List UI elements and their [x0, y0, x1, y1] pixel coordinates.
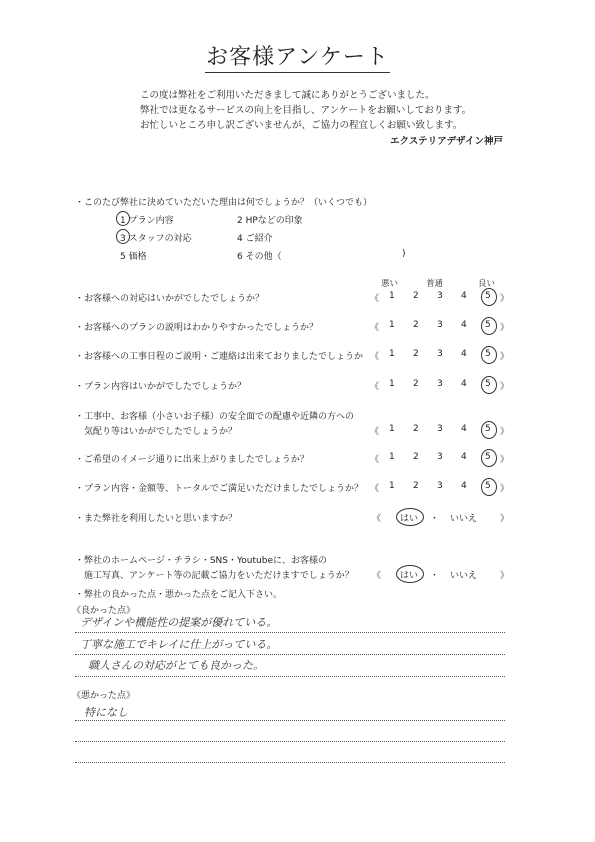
rating-question-cont: 気配り等はいかがでしたでしょうか？: [75, 427, 238, 437]
rating-option[interactable]: 2: [413, 424, 419, 434]
rating-option[interactable]: 2: [413, 452, 419, 462]
rating-option[interactable]: 4: [461, 379, 467, 389]
rating-option[interactable]: 1: [389, 424, 395, 434]
rating-question: ・ご希望のイメージ通りに出来上がりましたでしょうか？: [75, 455, 309, 465]
write-line: [75, 632, 505, 633]
rating-option[interactable]: 2: [413, 481, 419, 491]
rating-option[interactable]: 2: [413, 379, 419, 389]
rating-option[interactable]: 3: [437, 481, 443, 491]
scale-open: 《: [370, 323, 380, 333]
reason-other-close: ): [402, 249, 406, 259]
rating-option[interactable]: 4: [461, 424, 467, 434]
rating-option[interactable]: 5: [485, 320, 491, 330]
intro-line: 弊社では更なるサービスの向上を目指し、アンケートをお願いしております。: [140, 105, 472, 116]
selected-mark: [396, 508, 424, 526]
scale-open: 《: [370, 455, 380, 465]
rating-option[interactable]: 5: [485, 452, 491, 462]
rating-option[interactable]: 2: [413, 320, 419, 330]
company-name: エクステリアデザイン神戸: [389, 136, 503, 147]
rating-option[interactable]: 5: [485, 379, 491, 389]
rating-option[interactable]: 4: [461, 320, 467, 330]
scale-open: 《: [370, 294, 380, 304]
rating-option[interactable]: 4: [461, 452, 467, 462]
rating-option[interactable]: 4: [461, 481, 467, 491]
rating-option[interactable]: 5: [485, 291, 491, 301]
rating-option[interactable]: 5: [485, 424, 491, 434]
selected-mark: [481, 478, 497, 496]
rating-option[interactable]: 1: [389, 481, 395, 491]
rating-question: ・プラン内容・金額等、トータルでご満足いただけましたでしょうか？: [75, 484, 364, 494]
scale-open: 《: [370, 382, 380, 392]
rating-option[interactable]: 1: [389, 291, 395, 301]
rating-option[interactable]: 2: [413, 349, 419, 359]
rating-option[interactable]: 3: [437, 320, 443, 330]
selected-mark: [481, 346, 497, 364]
bad-points-label: 《悪かった点》: [72, 691, 136, 701]
scale-close: 》: [500, 427, 510, 437]
rating-option[interactable]: 3: [437, 424, 443, 434]
yesno-question: ・また弊社を利用したいと思いますか？: [75, 514, 238, 524]
scale-close: 》: [500, 571, 510, 581]
scale-open: 《: [370, 427, 380, 437]
bad-point-line[interactable]: 特になし: [84, 706, 128, 719]
rating-question: ・お客様への工事日程のご説明・ご連絡は出来ておりましたでしょうか: [75, 352, 364, 362]
intro-line: お忙しいところ申し訳ございませんが、ご協力の程宜しくお願い致します。: [140, 120, 463, 131]
selected-mark: [116, 229, 130, 244]
option-separator: ・: [430, 571, 440, 581]
rating-option[interactable]: 4: [461, 291, 467, 301]
rating-question: ・工事中、お客様（小さいお子様）の安全面での配慮や近隣の方への: [75, 412, 355, 422]
reason-option-4[interactable]: 4 ご紹介: [237, 234, 273, 244]
scale-open: 《: [370, 352, 380, 362]
rating-option[interactable]: 3: [437, 349, 443, 359]
scale-close: 》: [500, 294, 510, 304]
scale-close: 》: [500, 484, 510, 494]
intro-text: [140, 88, 471, 133]
reason-option-1[interactable]: 1 プラン内容: [120, 216, 174, 226]
rating-option[interactable]: 1: [389, 349, 395, 359]
reason-question: ・このたび弊社に決めていただいた理由は何でしょうか？（いくつでも）: [75, 198, 373, 208]
scale-close: 》: [500, 352, 510, 362]
reason-option-5[interactable]: 5 価格: [120, 252, 147, 262]
rating-option[interactable]: 5: [485, 481, 491, 491]
reason-option-3[interactable]: 3 スタッフの対応: [120, 234, 192, 244]
rating-option[interactable]: 3: [437, 291, 443, 301]
scale-open: 《: [370, 484, 380, 494]
write-line: [75, 720, 505, 721]
yesno-question-cont: 施工写真、アンケート等の記載ご協力をいただけますでしょうか？: [75, 571, 354, 581]
no-option[interactable]: いいえ: [450, 571, 478, 581]
scale-normal-label: 普通: [426, 279, 444, 289]
scale-open: 《: [372, 571, 382, 581]
yesno-question: ・弊社のホームページ・チラシ・SNS・Youtubeに、お客様の: [75, 556, 327, 566]
page-title: お客様アンケート: [206, 45, 389, 70]
rating-option[interactable]: 5: [485, 349, 491, 359]
selected-mark: [116, 211, 130, 226]
rating-option[interactable]: 3: [437, 452, 443, 462]
selected-mark: [396, 565, 424, 583]
selected-mark: [481, 376, 497, 394]
selected-mark: [481, 288, 497, 306]
option-separator: ・: [430, 514, 440, 524]
rating-option[interactable]: 1: [389, 320, 395, 330]
good-point-line[interactable]: デザインや機能性の提案が優れている。: [80, 616, 278, 629]
good-points-label: 《良かった点》: [72, 606, 136, 616]
scale-good-label: 良い: [478, 279, 496, 289]
write-line: [75, 741, 505, 742]
good-point-line[interactable]: 職人さんの対応がとても良かった。: [88, 659, 264, 672]
scale-close: 》: [500, 455, 510, 465]
scale-bad-label: 悪い: [381, 279, 399, 289]
reason-option-2[interactable]: 2 HPなどの印象: [237, 216, 303, 226]
feedback-prompt: ・弊社の良かった点・悪かった点をご記入下さい。: [75, 590, 283, 600]
rating-option[interactable]: 4: [461, 349, 467, 359]
rating-question: ・お客様へのプランの説明はわかりやすかったでしょうか？: [75, 323, 319, 333]
rating-question: ・お客様への対応はいかがでしたでしょうか？: [75, 294, 265, 304]
rating-question: ・プラン内容はいかがでしたでしょうか？: [75, 382, 247, 392]
write-line: [75, 762, 505, 763]
scale-close: 》: [500, 382, 510, 392]
selected-mark: [481, 317, 497, 335]
title-underline: [205, 72, 390, 73]
good-point-line[interactable]: 丁寧な施工でキレイに仕上がっている。: [80, 638, 278, 651]
intro-line: この度は弊社をご利用いただきまして誠にありがとうございました。: [140, 90, 435, 101]
scale-close: 》: [500, 323, 510, 333]
yes-option[interactable]: はい: [400, 571, 419, 581]
rating-option[interactable]: 1: [389, 379, 395, 389]
yes-option[interactable]: はい: [400, 514, 419, 524]
rating-option[interactable]: 2: [413, 291, 419, 301]
selected-mark: [481, 421, 497, 439]
scale-close: 》: [500, 514, 510, 524]
scale-open: 《: [372, 514, 382, 524]
write-line: [75, 676, 505, 677]
reason-option-6[interactable]: 6 その他（: [237, 252, 282, 262]
rating-option[interactable]: 1: [389, 452, 395, 462]
write-line: [75, 654, 505, 655]
rating-option[interactable]: 3: [437, 379, 443, 389]
selected-mark: [481, 449, 497, 467]
no-option[interactable]: いいえ: [450, 514, 478, 524]
